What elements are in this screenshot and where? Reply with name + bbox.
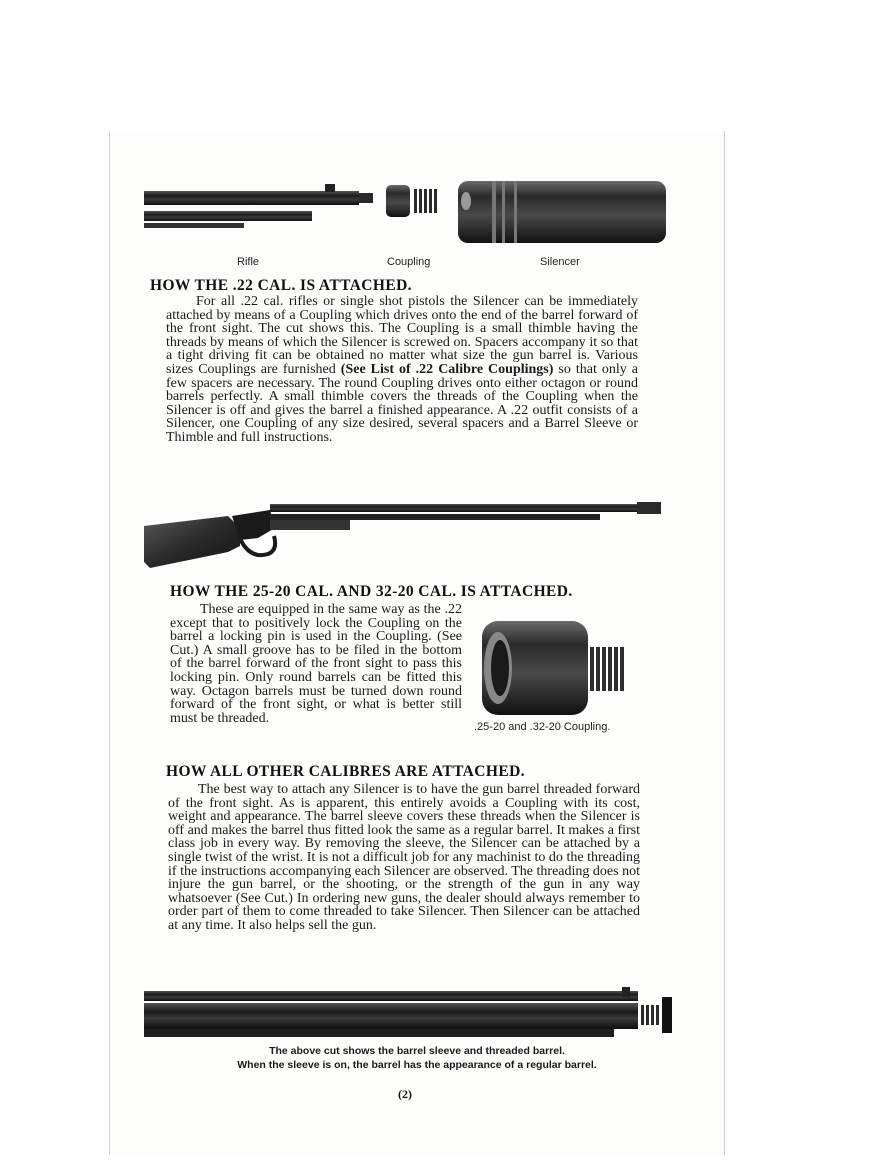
section-heading-22-cal: HOW THE .22 CAL. IS ATTACHED. bbox=[150, 277, 412, 294]
coupling-25-20-caption: .25-20 and .32-20 Coupling. bbox=[474, 721, 611, 733]
bottom-figure-caption bbox=[110, 1044, 724, 1072]
bottom-caption-line-2: When the sleeve is on, the barrel has the appearance of a regular barrel. bbox=[237, 1059, 597, 1071]
barrel-sleeve-illustration bbox=[144, 987, 674, 1043]
coupling-list-reference: (See List of .22 Calibre Couplings) bbox=[340, 361, 554, 377]
section-heading-other-calibres: HOW ALL OTHER CALIBRES ARE ATTACHED. bbox=[166, 763, 525, 780]
section-heading-25-20-32-20: HOW THE 25-20 CAL. AND 32-20 CAL. IS ATTACHED. bbox=[170, 583, 573, 600]
section-22-cal-text bbox=[166, 295, 638, 445]
coupling-25-20-32-20-illustration bbox=[478, 619, 640, 717]
bottom-caption-line-1: The above cut shows the barrel sleeve and threaded barrel. bbox=[269, 1045, 565, 1057]
section-22-text-start: For all .22 cal. rifles or single shot pistols the Silencer can be immediately attached by means of a Coupling which drives onto the end of the barrel forward of the front sight. The cut shows this. The Coupling is a small thimble having the threads by means of which the Silencer is screwed on. Spacers accompany it so that a tight driving fit can be obtained no matter what size the gun barrel is. Various sizes Couplings are furnished bbox=[166, 294, 638, 377]
coupling-label: Coupling bbox=[387, 256, 431, 268]
rifle-coupling-silencer-illustration bbox=[140, 179, 670, 247]
section-other-calibres-text: The best way to attach any Silencer is to have the gun barrel threaded forward of the front sight. As is apparent, this entirely avoids a Coupling with its cost, weight and appearance. The barrel sleeve covers these threads when the Silencer is off and makes the barrel thus fitted look the same as a regular barrel. It makes a first class job in every way. By removing the sleeve, the Silencer can be attached by a single twist of the wrist. It is not a difficult job for any machinist to do the threading if the instructions accompanying each Silencer are observed. The threading does not injure the gun barrel, or the shooting, or the strength of the gun in any way whatsoever (See Cut.) In ordering new guns, the dealer should always remember to order part of them to come threaded to take Silencer. Then Silencer can be attached at any time. It also helps sell the gun. bbox=[168, 782, 640, 933]
page-number: (2) bbox=[398, 1087, 412, 1101]
silencer-label: Silencer bbox=[540, 256, 580, 268]
catalog-page bbox=[109, 131, 725, 1155]
lever-action-rifle-illustration bbox=[140, 486, 670, 574]
section-25-20-text: These are equipped in the same way as the .22 except that to positively lock the Coupling on the barrel a locking pin is used in the Coupling. (See Cut.) A small groove has to be filed in the bottom of the barrel forward of the front sight to pass this locking pin. Only round barrels can be fitted this way. Octagon barrels must be turned down round forward of the front sight, or what is better still must be threaded. bbox=[170, 602, 462, 726]
section-22-text-end: so that only a few spacers are necessary. The round Coupling drives onto either octagon or round barrels perfectly. A small thimble covers the threads of the Coupling when the Silencer is off and gives the barrel a finished appearance. A .22 outfit consists of a Silencer, one Coupling of any size desired, several spacers and a Barrel Sleeve or Thimble and full instructions. bbox=[166, 361, 639, 445]
rifle-label: Rifle bbox=[237, 256, 260, 268]
